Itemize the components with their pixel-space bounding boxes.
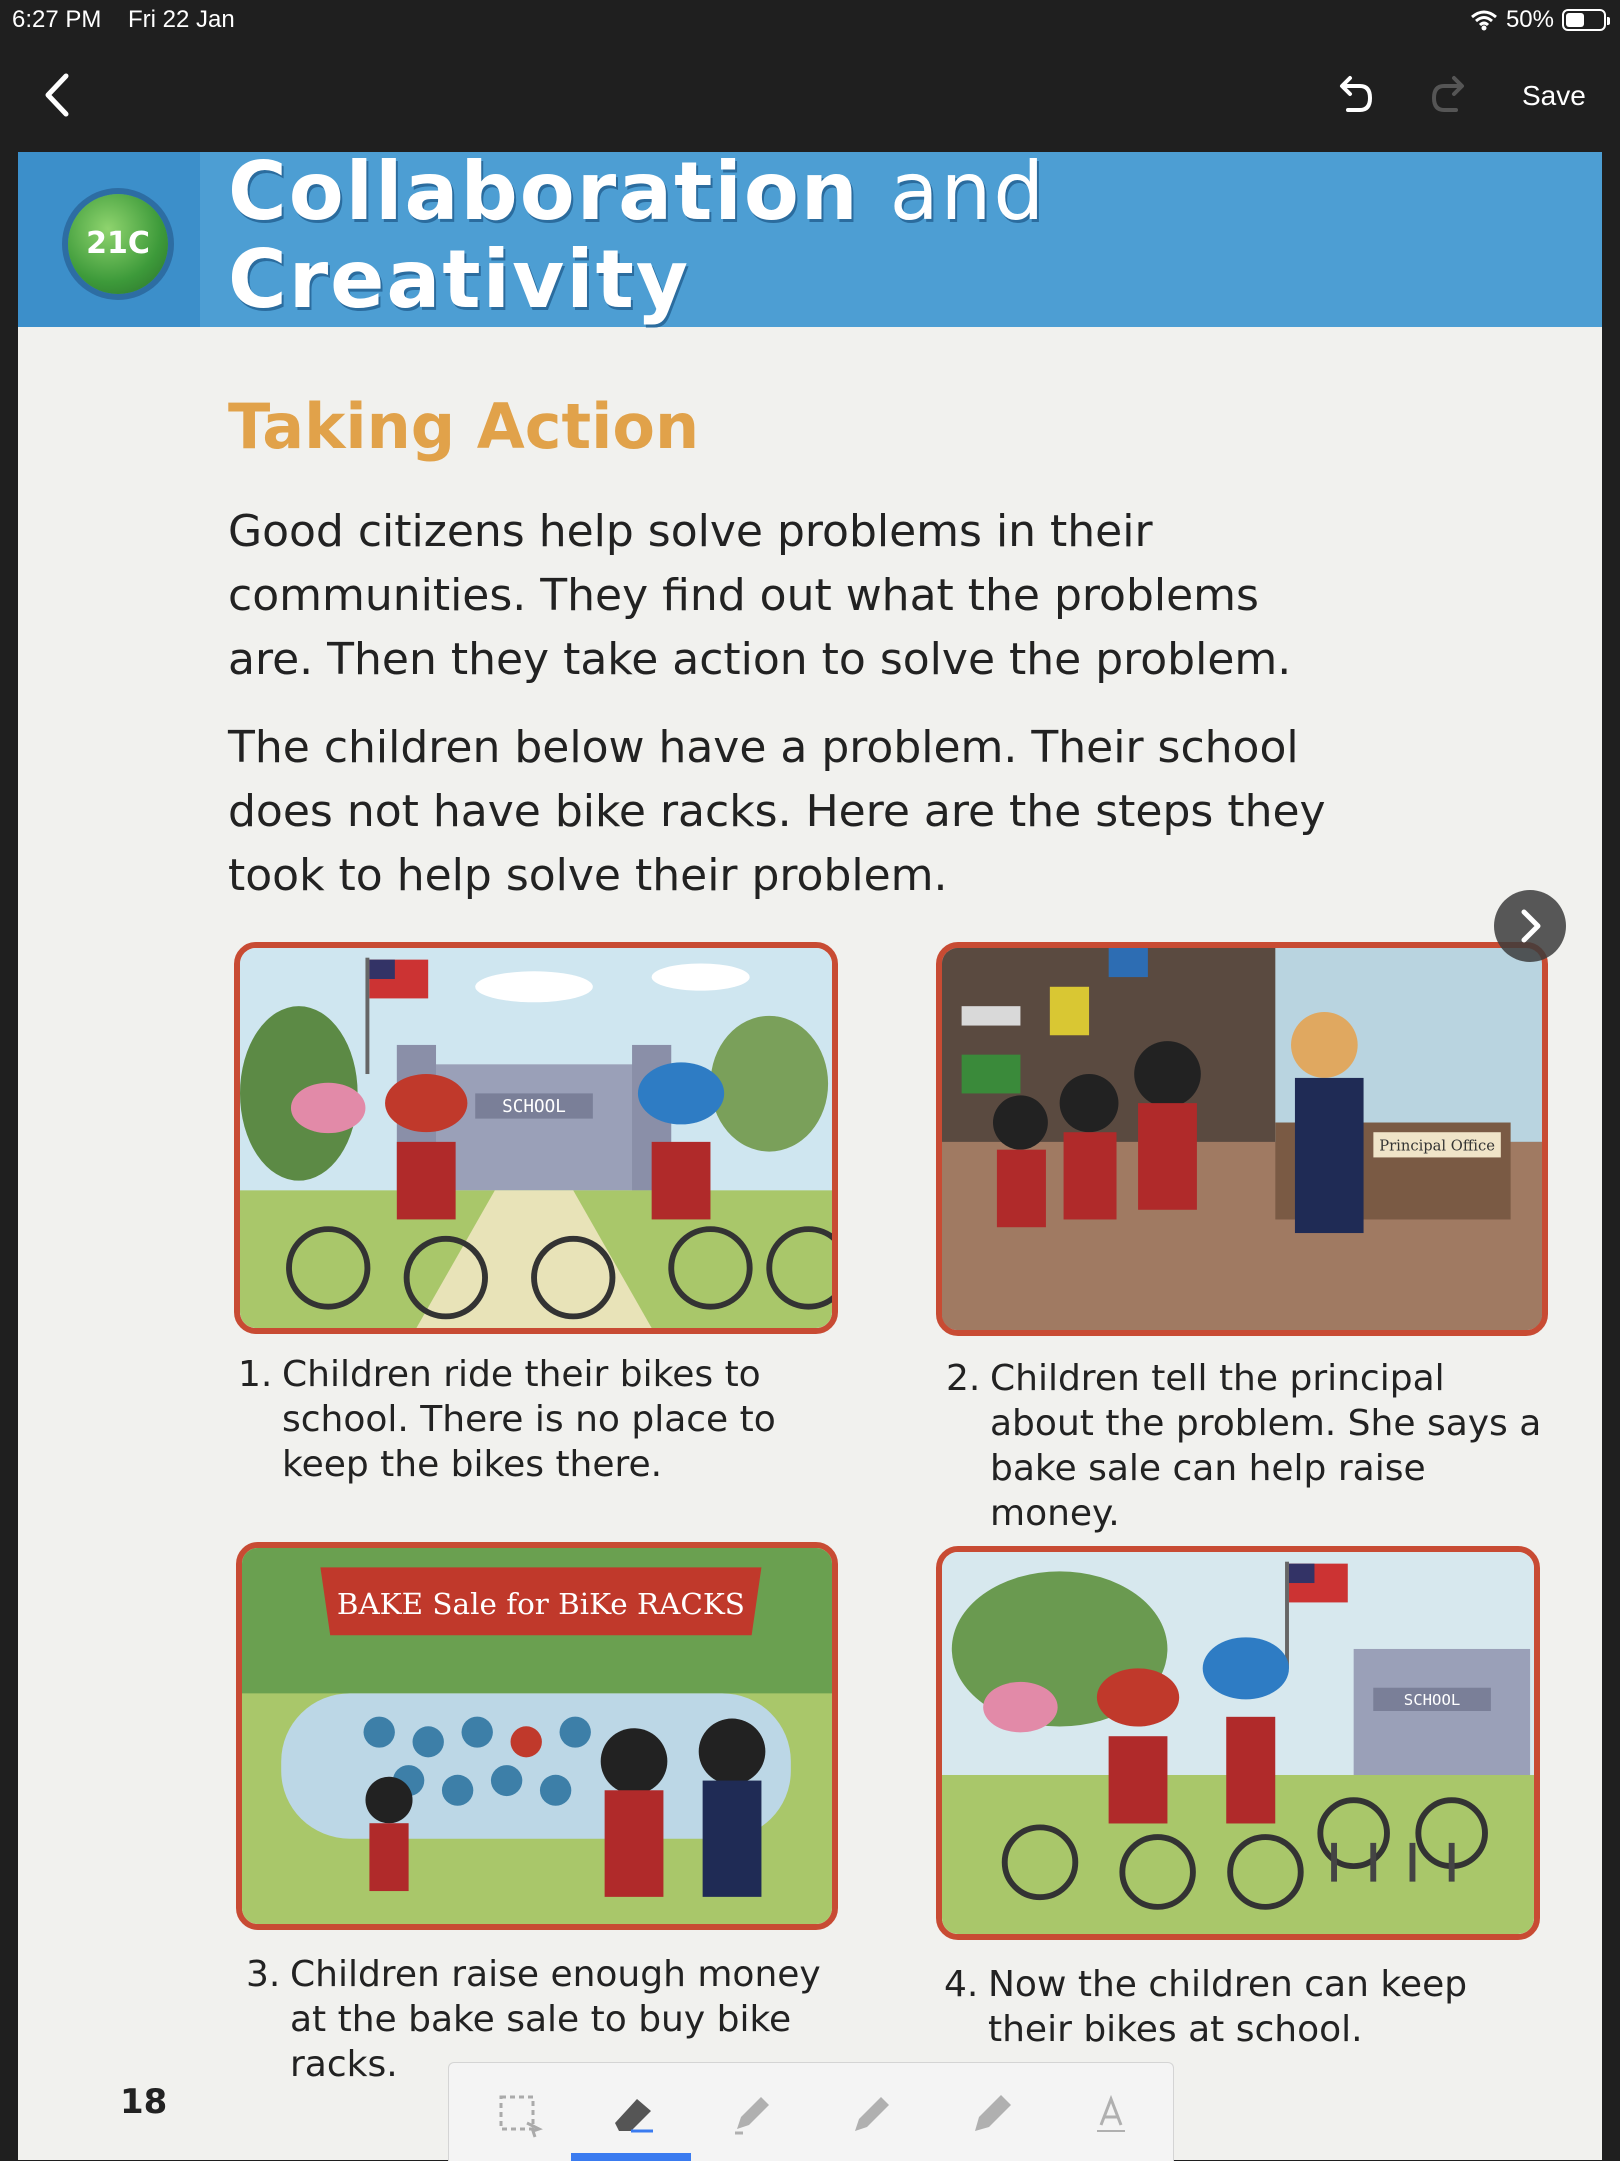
caption-2-text: Children tell the principal about the problem. She says a bake sale can help raise money.	[990, 1358, 1542, 1534]
lesson-badge: 21C	[68, 194, 168, 294]
title-line2: Creativity	[228, 233, 691, 326]
highlighter-icon[interactable]	[721, 2085, 781, 2141]
select-icon[interactable]	[489, 2085, 549, 2141]
document-page	[18, 152, 1602, 2160]
caption-1	[238, 1352, 838, 1492]
battery-icon	[1562, 9, 1606, 31]
caption-3	[246, 1952, 846, 2085]
battery-percent: 50%	[1505, 6, 1554, 33]
caption-1-number: 1.	[238, 1354, 273, 1395]
paragraph-1: Good citizens help solve problems in their communities. They find out what the problems are. Then they take action to solve the problem.	[228, 506, 1292, 685]
status-right	[1470, 6, 1606, 34]
status-date: Fri 22 Jan	[128, 6, 235, 33]
chevron-left-icon[interactable]	[38, 70, 78, 120]
eraser-icon[interactable]	[601, 2085, 661, 2141]
caption-3-number: 3.	[246, 1954, 281, 1995]
undo-icon[interactable]	[1330, 72, 1376, 118]
page-number: 18	[120, 2082, 168, 2122]
caption-1-text: Children ride their bikes to school. There is no place to keep the bikes there.	[282, 1354, 776, 1485]
caption-3-text: Children raise enough money at the bake sale to buy bike racks.	[290, 1954, 821, 2085]
title-line1: Collaboration	[228, 152, 860, 238]
redo-icon[interactable]	[1428, 72, 1474, 118]
paragraph-2: The children below have a problem. Their school does not have bike racks. Here are the steps they took to help solve their problem.	[228, 722, 1326, 901]
status-bar	[0, 0, 1620, 40]
pen-icon[interactable]	[841, 2085, 901, 2141]
wifi-icon	[1470, 9, 1498, 31]
illustration-panel-2	[936, 942, 1548, 1336]
illustration-panel-1	[234, 942, 838, 1334]
school-sign: SCHOOL	[502, 1096, 566, 1117]
illustration-3	[242, 1548, 832, 1924]
save-button[interactable]: Save	[1522, 80, 1586, 111]
illustration-2	[942, 948, 1542, 1330]
top-toolbar	[0, 40, 1620, 152]
illustration-4	[942, 1552, 1534, 1934]
caption-4-number: 4.	[944, 1964, 979, 2005]
illustration-panel-4	[936, 1546, 1540, 1940]
text-icon[interactable]	[1081, 2085, 1141, 2141]
caption-4-text: Now the children can keep their bikes at school.	[988, 1964, 1468, 2050]
next-page-button[interactable]	[1494, 890, 1566, 962]
chevron-right-icon	[1494, 890, 1566, 962]
caption-2	[946, 1356, 1546, 1534]
principal-office-sign: Principal Office	[1379, 1137, 1495, 1155]
illustration-panel-3	[236, 1542, 838, 1930]
school-sign-2: SCHOOL	[1403, 1691, 1461, 1710]
bake-sale-banner: BAKE Sale for BiKe RACKS	[336, 1587, 745, 1621]
section-title: Taking Action	[228, 390, 700, 463]
title-and: and	[889, 152, 1047, 238]
caption-2-number: 2.	[946, 1358, 981, 1399]
status-time: 6:27 PM	[12, 6, 102, 33]
marker-icon[interactable]	[961, 2085, 1021, 2141]
illustration-1	[240, 948, 832, 1328]
page-title	[228, 152, 1046, 324]
caption-4	[944, 1962, 1544, 2062]
annotation-toolbar	[448, 2062, 1174, 2161]
